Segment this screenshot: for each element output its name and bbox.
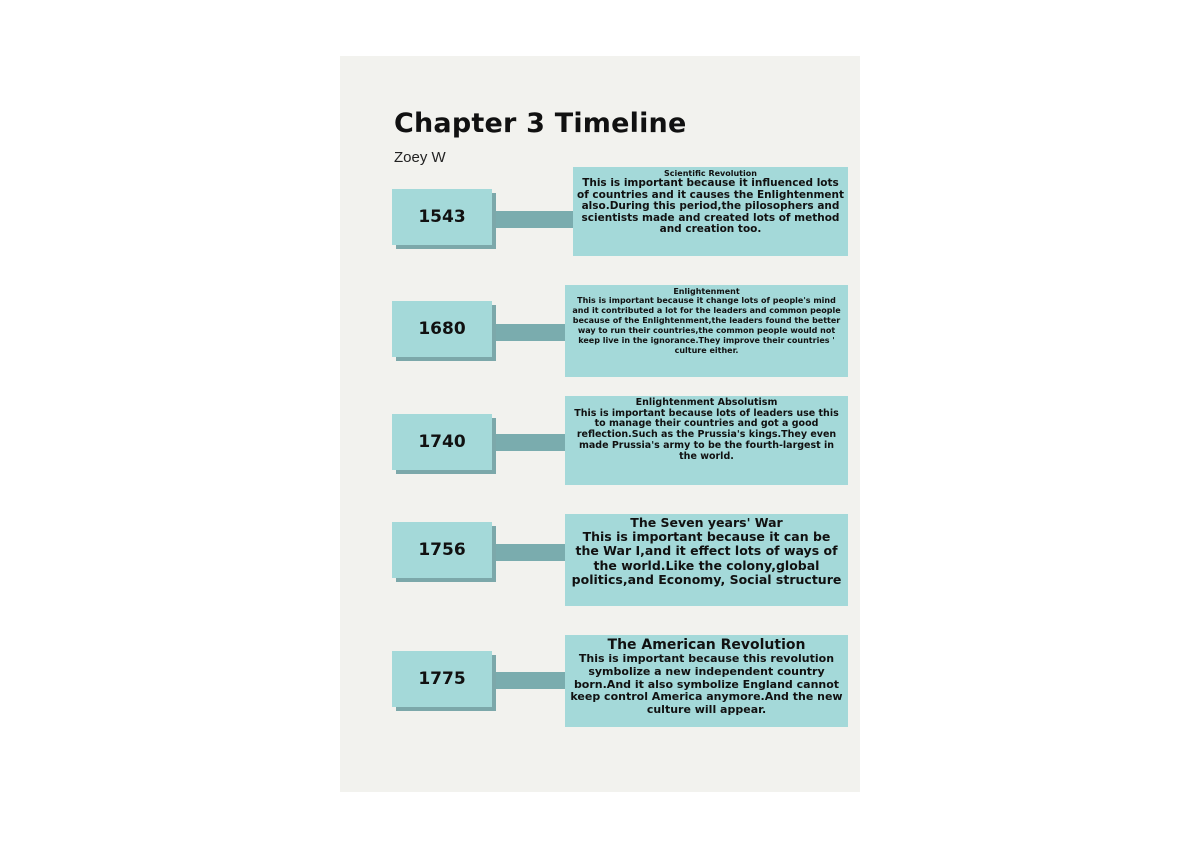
timeline-connector — [496, 434, 566, 451]
year-box-1680: 1680 — [392, 301, 492, 357]
event-title: Enlightenment Absolutism — [635, 397, 778, 408]
timeline-connector — [496, 544, 566, 561]
year-box-1543: 1543 — [392, 189, 492, 245]
event-card-enlightenment — [565, 285, 848, 377]
timeline-connector — [496, 324, 566, 341]
year-box-1740: 1740 — [392, 414, 492, 470]
timeline-connector — [496, 211, 574, 228]
year-box-1775: 1775 — [392, 651, 492, 707]
year-box-1756: 1756 — [392, 522, 492, 578]
event-card-seven-years-war — [565, 514, 848, 606]
event-title: Scientific Revolution — [664, 169, 757, 178]
event-description: This is important because lots of leaders use this to manage their countries and got a good reflection.Such as the Prussia's kings.They even made Prussia's army to be the fourth-largest in the world. — [574, 407, 839, 462]
event-card-scientific-revolution — [573, 167, 848, 256]
event-description: This is important because it influenced lots of countries and it causes the Enlightenment also.During this period,the pilosophers and scientists made and created lots of method and creation too. — [577, 177, 844, 236]
event-description: This is important because it can be the War I,and it effect lots of ways of the world.Like the colony,global politics,and Economy, Social structure — [571, 529, 842, 588]
event-title: The Seven years' War — [630, 515, 783, 530]
event-title: The American Revolution — [607, 637, 806, 653]
event-card-american-revolution — [565, 635, 848, 727]
event-description: This is important because this revolution symbolize a new independent country born.And it also symbolize England cannot keep control America anymore.And the new culture will appear. — [570, 652, 843, 717]
event-title: Enlightenment — [673, 287, 740, 296]
author-name: Zoey W — [394, 149, 446, 166]
timeline-connector — [496, 672, 566, 689]
page-title: Chapter 3 Timeline — [394, 108, 687, 139]
event-card-enlightenment-absolutism — [565, 396, 848, 485]
event-description: This is important because it change lots of people's mind and it contributed a lot for the leaders and common people because of the Enlightenment,the leaders found the better way to run their countries,the common people would not keep live in the ignorance.They improve their countries ' culture either. — [572, 296, 841, 356]
